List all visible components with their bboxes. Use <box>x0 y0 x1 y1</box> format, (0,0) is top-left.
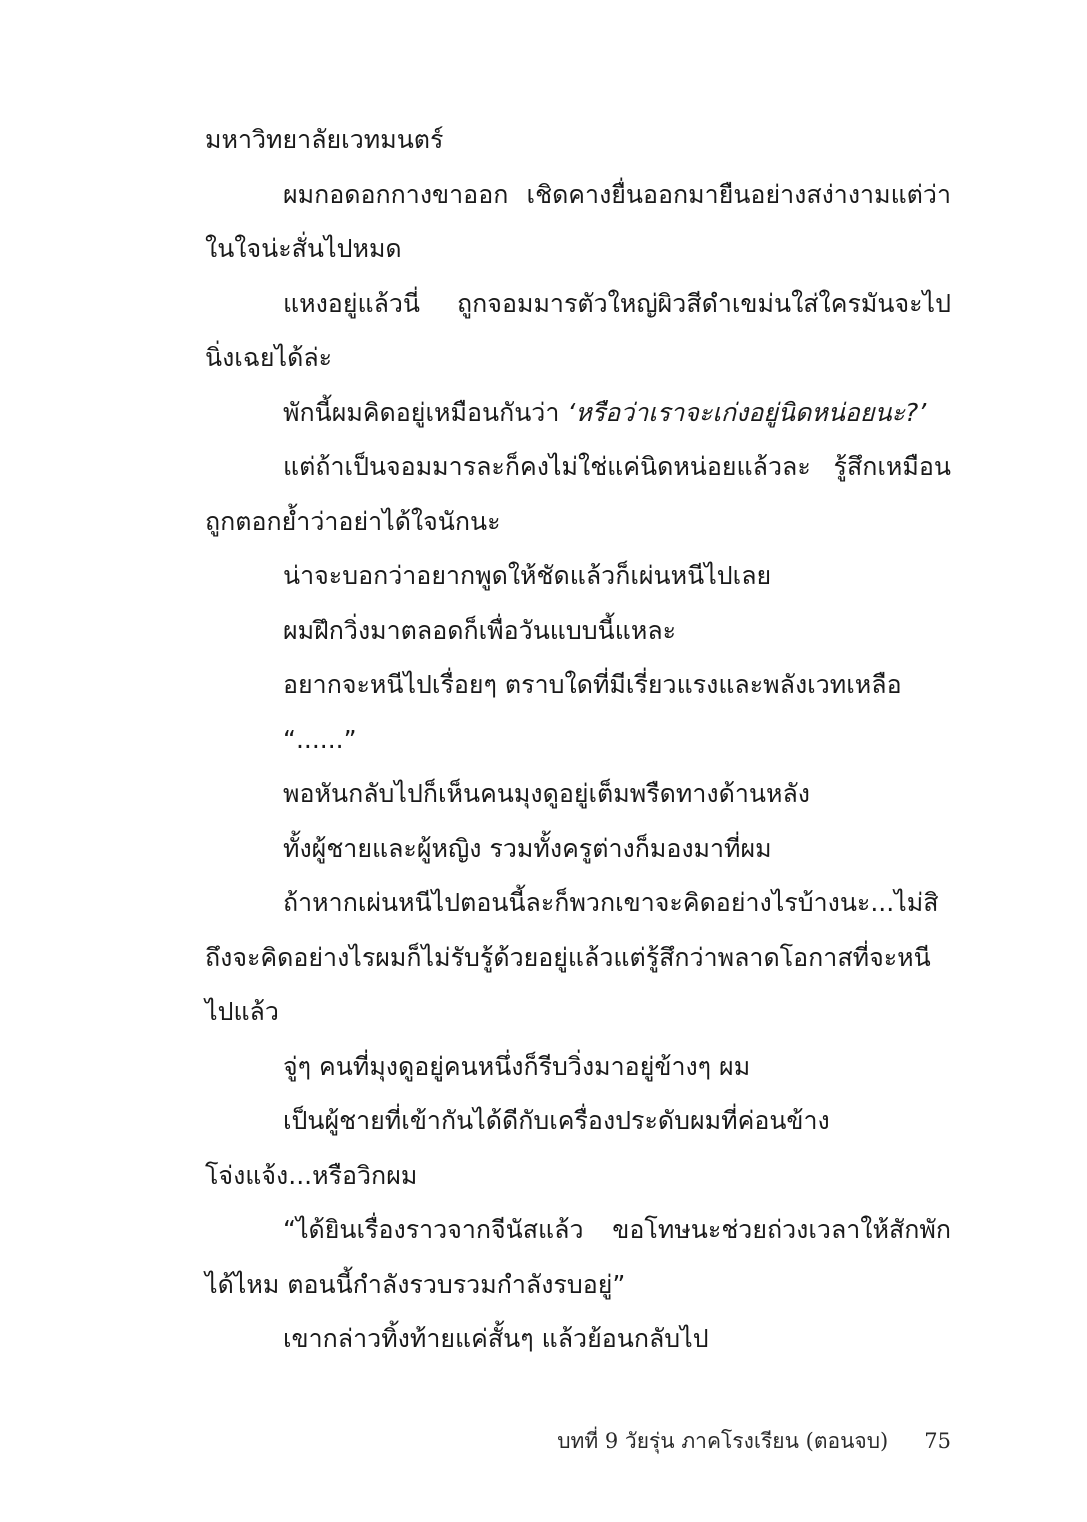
paragraph <box>205 386 951 441</box>
paragraph: แต่ถ้าเป็นจอมมารละก็คงไม่ใช่แค่นิดหน่อยแล้วละ รู้สึกเหมือนถูกตอกย้ำว่าอย่าได้ใจนักนะ <box>205 452 951 536</box>
paragraph: อยากจะหนีไปเรื่อยๆ ตราบใดที่มีเรี่ยวแรงและพลังเวทเหลือ <box>283 670 902 699</box>
paragraph: ผมฝึกวิ่งมาตลอดก็เพื่อวันแบบนี้แหละ <box>283 615 677 645</box>
paragraph: ผมกอดอกกางขาออก เชิดคางยื่นออกมายืนอย่างสง่างามแต่ว่าในใจน่ะสั่นไปหมด <box>205 179 951 263</box>
paragraph: แหงอยู่แล้วนี่ ถูกจอมมารตัวใหญ่ผิวสีดำเขม่นใส่ใครมันจะไปนิ่งเฉยได้ล่ะ <box>205 288 951 372</box>
paragraph-text: พักนี้ผมคิดอยู่เหมือนกันว่า <box>283 397 568 427</box>
page-footer <box>205 1424 951 1458</box>
paragraph: “......” <box>283 724 357 754</box>
body-text <box>205 113 951 1367</box>
chapter-title: บทที่ 9 วัยรุ่น ภาคโรงเรียน (ตอนจบ) <box>557 1428 889 1453</box>
paragraph: พอหันกลับไปก็เห็นคนมุงดูอยู่เต็มพรืดทางด้านหลัง <box>283 779 810 808</box>
paragraph: ถ้าหากเผ่นหนีไปตอนนี้ละก็พวกเขาจะคิดอย่างไรบ้างนะ...ไม่สิ ถึงจะคิดอย่างไรผมก็ไม่รับรู้ด้วยอยู่แล้วแต่รู้สึกว่าพลาดโอกาสที่จะหนีไปแล้ว <box>205 888 939 1026</box>
paragraph: น่าจะบอกว่าอยากพูดให้ชัดแล้วก็เผ่นหนีไปเลย <box>283 561 772 590</box>
page-number: 75 <box>924 1429 951 1453</box>
paragraph: ทั้งผู้ชายและผู้หญิง รวมทั้งครูต่างก็มองมาที่ผม <box>283 833 772 863</box>
paragraph: เขากล่าวทิ้งท้ายแค่สั้นๆ แล้วย้อนกลับไป <box>283 1324 709 1353</box>
paragraph: มหาวิทยาลัยเวทมนตร์ <box>205 125 444 154</box>
paragraph: จู่ๆ คนที่มุงดูอยู่คนหนึ่งก็รีบวิ่งมาอยู่ข้างๆ ผม <box>283 1051 751 1081</box>
italic-thought: ‘หรือว่าเราจะเก่งอยู่นิดหน่อยนะ?’ <box>567 397 927 427</box>
paragraph: “ได้ยินเรื่องราวจากจีนัสแล้ว ขอโทษนะช่วยถ่วงเวลาให้สักพักได้ไหม ตอนนี้กำลังรวบรวมกำลังรบอยู่” <box>205 1215 951 1299</box>
paragraph: เป็นผู้ชายที่เข้ากันได้ดีกับเครื่องประดับผมที่ค่อนข้างโจ่งแจ้ง...หรือวิกผม <box>205 1106 830 1190</box>
